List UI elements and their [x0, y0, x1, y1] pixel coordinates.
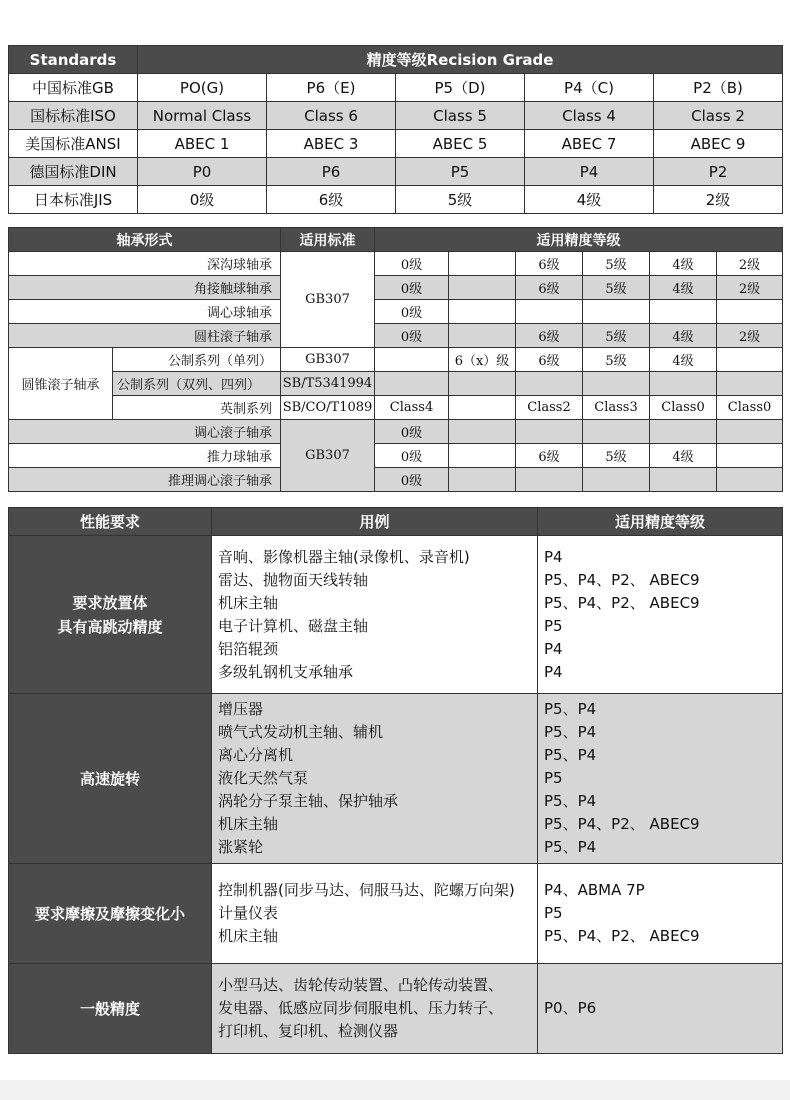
- performance-usage-table: [8, 507, 783, 1054]
- grade-item: P4: [544, 639, 563, 658]
- bearing-name: 调心滚子轴承: [9, 420, 281, 444]
- grade-cell: Class4: [375, 396, 449, 420]
- grade-cell: P2（B): [654, 74, 783, 102]
- example-item: 机床主轴: [218, 593, 279, 612]
- bearing-name: 圆柱滚子轴承: [9, 324, 281, 348]
- bottom-margin: [0, 1080, 790, 1100]
- grade-cell: 0级: [375, 252, 449, 276]
- performance-category: 高速旋转: [9, 694, 212, 864]
- bearing-name: 公制系列（双列、四列）: [113, 372, 281, 396]
- bearing-name: 推力球轴承: [9, 444, 281, 468]
- grade-item: P4: [544, 547, 563, 566]
- grade-cell: 5级: [396, 186, 525, 214]
- grade-cell: [449, 324, 516, 348]
- grade-cell: 0级: [375, 300, 449, 324]
- example-item: 离心分离机: [218, 746, 294, 764]
- bearing-type-table: [8, 227, 783, 492]
- grade-cell: [650, 372, 717, 396]
- grades-cell: [538, 864, 783, 964]
- row-label: 国标标准ISO: [9, 102, 138, 130]
- grade-cell: [717, 468, 783, 492]
- example-item: 发电器、低感应同步伺服电机、压力转子、: [218, 999, 504, 1017]
- grade-cell: P0: [138, 158, 267, 186]
- bearing-name: 调心球轴承: [9, 300, 281, 324]
- row-label: 美国标准ANSI: [9, 130, 138, 158]
- grade-cell: 5级: [583, 444, 650, 468]
- grade-cell: 6级: [516, 324, 583, 348]
- grade-cell: [583, 468, 650, 492]
- grade-cell: 0级: [375, 420, 449, 444]
- example-item: 计量仪表: [218, 904, 279, 922]
- grade-item: P4: [544, 662, 563, 681]
- grade-cell: [449, 300, 516, 324]
- grade-cell: [449, 372, 516, 396]
- grade-cell: Class 2: [654, 102, 783, 130]
- grade-cell: [717, 444, 783, 468]
- grade-cell: P5（D): [396, 74, 525, 102]
- grade-cell: [717, 300, 783, 324]
- grade-cell: 0级: [375, 276, 449, 300]
- example-item: 小型马达、齿轮传动装置、凸轮传动装置、: [218, 976, 504, 994]
- example-item: 机床主轴: [218, 927, 279, 945]
- grade-cell: 0级: [375, 444, 449, 468]
- grade-cell: 6级: [516, 252, 583, 276]
- grade-cell: Class 4: [525, 102, 654, 130]
- example-item: 打印机、复印机、检测仪器: [218, 1022, 399, 1040]
- grade-cell: ABEC 7: [525, 130, 654, 158]
- grade-item: P5: [544, 904, 563, 922]
- precision-grade-header: 精度等级Recision Grade: [138, 46, 783, 74]
- grade-cell: [717, 372, 783, 396]
- grade-cell: PO(G): [138, 74, 267, 102]
- grade-cell: 5级: [583, 252, 650, 276]
- grade-cell: [516, 420, 583, 444]
- grade-item: P5、P4: [544, 723, 597, 741]
- grade-item: P5、P4、P2、 ABEC9: [544, 927, 700, 945]
- grade-item: P5: [544, 616, 563, 635]
- standards-header: Standards: [9, 46, 138, 74]
- grade-cell: P4（C): [525, 74, 654, 102]
- grade-cell: 5级: [583, 348, 650, 372]
- grade-cell: [650, 300, 717, 324]
- grade-cell: 6（x）级: [449, 348, 516, 372]
- grade-cell: [583, 300, 650, 324]
- grade-cell: 4级: [650, 276, 717, 300]
- grade-cell: 0级: [375, 324, 449, 348]
- grade-header: 适用精度等级: [538, 508, 783, 536]
- example-item: 电子计算机、磁盘主轴: [218, 616, 369, 635]
- grade-cell: 4级: [650, 324, 717, 348]
- grade-cell: [449, 468, 516, 492]
- standard-cell: GB307: [281, 420, 375, 492]
- example-item: 机床主轴: [218, 815, 279, 833]
- grade-cell: Class0: [717, 396, 783, 420]
- grade-cell: 0级: [138, 186, 267, 214]
- grade-cell: P6（E): [267, 74, 396, 102]
- grade-cell: [583, 372, 650, 396]
- grade-cell: 4级: [525, 186, 654, 214]
- grade-cell: P5: [396, 158, 525, 186]
- grade-cell: P4: [525, 158, 654, 186]
- grade-cell: [516, 300, 583, 324]
- taper-roller-bearing-label: 圆锥滚子轴承: [9, 348, 113, 420]
- grade-cell: 2级: [717, 324, 783, 348]
- grade-cell: 0级: [375, 468, 449, 492]
- grade-cell: 2级: [717, 252, 783, 276]
- grade-cell: 6级: [516, 444, 583, 468]
- standard-cell: SB/T5341994: [281, 372, 375, 396]
- grade-cell: Class 6: [267, 102, 396, 130]
- example-item: 控制机器(同步马达、伺服马达、陀螺万向架): [218, 881, 515, 899]
- grade-cell: [717, 420, 783, 444]
- performance-category: 要求放置体 具有高跳动精度: [9, 536, 212, 694]
- examples-header: 用例: [212, 508, 538, 536]
- grade-cell: ABEC 9: [654, 130, 783, 158]
- grade-cell: [375, 348, 449, 372]
- grade-cell: [375, 372, 449, 396]
- grade-cell: ABEC 3: [267, 130, 396, 158]
- bearing-name: 角接触球轴承: [9, 276, 281, 300]
- example-item: 涨紧轮: [218, 838, 264, 856]
- grade-item: P4、ABMA 7P: [544, 881, 645, 899]
- grade-cell: 4级: [650, 444, 717, 468]
- standard-cell: GB307: [281, 252, 375, 348]
- grade-cell: 2级: [717, 276, 783, 300]
- row-label: 德国标准DIN: [9, 158, 138, 186]
- examples-cell: [212, 964, 538, 1054]
- grade-cell: 5级: [583, 276, 650, 300]
- grades-cell: [538, 964, 783, 1054]
- grade-cell: [449, 444, 516, 468]
- grade-cell: Normal Class: [138, 102, 267, 130]
- grade-cell: Class0: [650, 396, 717, 420]
- grade-cell: [449, 276, 516, 300]
- example-item: 喷气式发动机主轴、辅机: [218, 723, 384, 741]
- grade-cell: 6级: [267, 186, 396, 214]
- grade-cell: 2级: [654, 186, 783, 214]
- grade-cell: [449, 420, 516, 444]
- grade-cell: [650, 468, 717, 492]
- performance-category: 一般精度: [9, 964, 212, 1054]
- bearing-type-header: 轴承形式: [9, 228, 281, 252]
- grade-cell: [583, 420, 650, 444]
- bearing-name: 深沟球轴承: [9, 252, 281, 276]
- grade-cell: [717, 348, 783, 372]
- grade-cell: [516, 372, 583, 396]
- grade-cell: [516, 468, 583, 492]
- grade-cell: [449, 396, 516, 420]
- grade-item: P5、P4: [544, 838, 597, 856]
- example-item: 涡轮分子泵主轴、保护轴承: [218, 792, 399, 810]
- grade-cell: 6级: [516, 348, 583, 372]
- standard-header: 适用标准: [281, 228, 375, 252]
- example-item: 雷达、抛物面天线转轴: [218, 570, 369, 589]
- precision-header: 适用精度等级: [375, 228, 783, 252]
- performance-header: 性能要求: [9, 508, 212, 536]
- bearing-name: 英制系列: [113, 396, 281, 420]
- grade-cell: Class 5: [396, 102, 525, 130]
- standard-cell: GB307: [281, 348, 375, 372]
- grade-cell: ABEC 5: [396, 130, 525, 158]
- grades-cell: [538, 536, 783, 694]
- grade-item: P5、P4、P2、 ABEC9: [544, 593, 700, 612]
- examples-cell: [212, 694, 538, 864]
- grade-cell: P2: [654, 158, 783, 186]
- grade-cell: P6: [267, 158, 396, 186]
- grade-item: P5、P4、P2、 ABEC9: [544, 570, 700, 589]
- grades-cell: [538, 694, 783, 864]
- grade-cell: 4级: [650, 348, 717, 372]
- grade-item: P5、P4: [544, 792, 597, 810]
- precision-grade-table: [8, 45, 783, 214]
- example-item: 音响、影像机器主轴(录像机、录音机): [218, 547, 470, 566]
- standard-cell: SB/CO/T1089: [281, 396, 375, 420]
- bearing-name: 公制系列（单列）: [113, 348, 281, 372]
- grade-cell: [650, 420, 717, 444]
- grade-cell: 4级: [650, 252, 717, 276]
- grade-cell: 5级: [583, 324, 650, 348]
- grade-cell: [449, 252, 516, 276]
- example-item: 多级轧钢机支承轴承: [218, 662, 354, 681]
- example-item: 增压器: [218, 700, 264, 718]
- row-label: 中国标准GB: [9, 74, 138, 102]
- grade-item: P5、P4、P2、 ABEC9: [544, 815, 700, 833]
- example-item: 液化天然气泵: [218, 769, 309, 787]
- row-label: 日本标准JIS: [9, 186, 138, 214]
- grade-item: P5: [544, 769, 563, 787]
- performance-category: 要求摩擦及摩擦变化小: [9, 864, 212, 964]
- grade-cell: Class3: [583, 396, 650, 420]
- grade-cell: 6级: [516, 276, 583, 300]
- grade-item: P0、P6: [544, 999, 597, 1017]
- grade-cell: Class2: [516, 396, 583, 420]
- example-item: 铝箔辊颈: [218, 639, 279, 658]
- grade-item: P5、P4: [544, 746, 597, 764]
- grade-cell: ABEC 1: [138, 130, 267, 158]
- bearing-name: 推理调心滚子轴承: [9, 468, 281, 492]
- examples-cell: [212, 864, 538, 964]
- examples-cell: [212, 536, 538, 694]
- grade-item: P5、P4: [544, 700, 597, 718]
